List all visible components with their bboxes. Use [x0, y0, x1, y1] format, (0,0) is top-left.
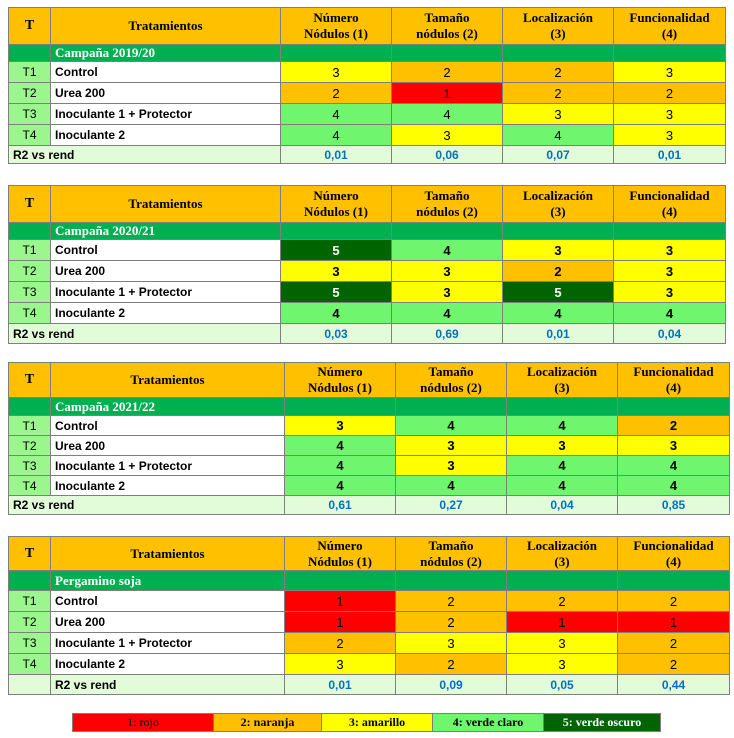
- treatment-id: T4: [9, 303, 51, 324]
- treatment-id: T4: [9, 125, 51, 146]
- campaign-spacer: [9, 398, 51, 416]
- score-funcionalidad: 3: [614, 104, 726, 125]
- legend-row: [73, 714, 661, 732]
- treatment-name: Inoculante 1 + Protector: [51, 104, 281, 125]
- header-line-2: (3): [554, 553, 570, 569]
- score-tamano-nodulos: 2: [396, 654, 507, 675]
- campaign-spacer: [9, 223, 51, 240]
- header-line-1: Localización: [526, 537, 598, 553]
- table-row: [9, 416, 730, 436]
- score-funcionalidad: 3: [614, 261, 726, 282]
- campaign-cell: [507, 398, 618, 416]
- campaign-cell: [503, 45, 614, 62]
- r2-funcionalidad: 0,44: [618, 675, 730, 695]
- header-line-1: Funcionalidad: [633, 537, 714, 553]
- treatment-name: Urea 200: [51, 83, 281, 104]
- treatment-id: T2: [9, 261, 51, 282]
- score-numero-nodulos: 2: [285, 633, 396, 654]
- score-localizacion: 2: [503, 83, 614, 104]
- treatment-id: T2: [9, 612, 51, 633]
- header-line-1: Tamaño: [428, 537, 474, 553]
- r2-row: [9, 146, 726, 164]
- header-row: [9, 537, 730, 571]
- score-numero-nodulos: 4: [281, 125, 392, 146]
- r2-row: [9, 324, 726, 344]
- score-numero-nodulos: 3: [281, 261, 392, 282]
- campaign-cell: [503, 223, 614, 240]
- header-row: [9, 8, 726, 45]
- score-tamano-nodulos: 3: [392, 125, 503, 146]
- score-tamano-nodulos: 2: [396, 591, 507, 612]
- header-localizacion: [507, 537, 618, 571]
- treatment-id: T3: [9, 633, 51, 654]
- header-line-1: Número: [317, 537, 363, 553]
- header-line-2: (4): [665, 380, 682, 395]
- campaign-cell: [396, 571, 507, 591]
- score-numero-nodulos: 1: [285, 591, 396, 612]
- campaign-cell: [396, 398, 507, 416]
- r2-spacer: [9, 675, 51, 695]
- header-line-2: (3): [554, 380, 570, 395]
- legend-item: 1: rojo: [73, 714, 214, 732]
- table-row: [9, 83, 726, 104]
- campaign-row: [9, 571, 730, 591]
- header-funcionalidad: [614, 186, 726, 223]
- treatment-name: Urea 200: [51, 612, 285, 633]
- header-line-2: Nódulos (1): [304, 204, 368, 219]
- header-tamano-nodulos: [392, 186, 503, 223]
- score-tamano-nodulos: 4: [392, 303, 503, 324]
- color-legend: [72, 713, 661, 732]
- r2-localizacion: 0,07: [503, 146, 614, 164]
- header-t: T: [9, 186, 51, 223]
- score-numero-nodulos: 3: [285, 654, 396, 675]
- score-funcionalidad: 3: [618, 436, 730, 456]
- score-tamano-nodulos: 4: [396, 476, 507, 496]
- table-row: [9, 456, 730, 476]
- score-numero-nodulos: 5: [281, 240, 392, 261]
- header-line-2: Nódulos (1): [308, 553, 372, 569]
- score-localizacion: 3: [503, 104, 614, 125]
- pergamino-soja-table: [8, 536, 730, 695]
- campaign-cell: [285, 398, 396, 416]
- campaign-cell: [618, 398, 730, 416]
- score-numero-nodulos: 1: [285, 612, 396, 633]
- treatment-id: T1: [9, 416, 51, 436]
- campaign-cell: [281, 45, 392, 62]
- header-line-1: Tamaño: [424, 188, 470, 203]
- header-funcionalidad: [618, 537, 730, 571]
- treatment-id: T3: [9, 456, 51, 476]
- score-numero-nodulos: 3: [285, 416, 396, 436]
- score-tamano-nodulos: 1: [392, 83, 503, 104]
- r2-numero-nodulos: 0,01: [281, 146, 392, 164]
- header-row: [9, 363, 730, 398]
- treatment-id: T3: [9, 282, 51, 303]
- header-line-2: Nódulos (1): [304, 26, 368, 41]
- table-row: [9, 240, 726, 261]
- header-line-1: Tamaño: [424, 10, 470, 25]
- campaign-label: Campaña 2019/20: [51, 45, 281, 62]
- treatment-name: Control: [51, 591, 285, 612]
- score-localizacion: 2: [507, 591, 618, 612]
- table-row: [9, 436, 730, 456]
- treatment-name: Inoculante 1 + Protector: [51, 456, 285, 476]
- treatment-id: T2: [9, 83, 51, 104]
- header-treatments: Tratamientos: [51, 363, 285, 398]
- treatment-name: Inoculante 2: [51, 654, 285, 675]
- header-line-1: Funcionalidad: [633, 364, 714, 379]
- r2-numero-nodulos: 0,61: [285, 496, 396, 515]
- r2-tamano-nodulos: 0,69: [392, 324, 503, 344]
- score-localizacion: 3: [507, 436, 618, 456]
- r2-localizacion: 0,05: [507, 675, 618, 695]
- score-localizacion: 4: [507, 476, 618, 496]
- campaign-spacer: [9, 45, 51, 62]
- header-line-1: Localización: [526, 364, 598, 379]
- campaign-cell: [392, 223, 503, 240]
- score-funcionalidad: 2: [618, 591, 730, 612]
- score-tamano-nodulos: 3: [396, 436, 507, 456]
- header-localizacion: [507, 363, 618, 398]
- treatment-id: T4: [9, 654, 51, 675]
- header-line-1: Número: [317, 364, 363, 379]
- table-row: [9, 261, 726, 282]
- header-line-1: Funcionalidad: [629, 188, 710, 203]
- score-localizacion: 4: [503, 303, 614, 324]
- header-t: T: [9, 363, 51, 398]
- campaign-row: [9, 398, 730, 416]
- score-tamano-nodulos: 4: [392, 240, 503, 261]
- campaign-label: Campaña 2020/21: [51, 223, 281, 240]
- treatment-name: Inoculante 2: [51, 476, 285, 496]
- campaign-2021-22-table: [8, 362, 730, 515]
- score-localizacion: 2: [503, 261, 614, 282]
- r2-label: R2 vs rend: [51, 675, 285, 695]
- header-treatments: Tratamientos: [51, 186, 281, 223]
- score-numero-nodulos: 4: [281, 303, 392, 324]
- campaign-row: [9, 223, 726, 240]
- header-line-2: (3): [550, 26, 566, 41]
- campaign-label: Pergamino soja: [51, 571, 285, 591]
- legend-item: 2: naranja: [214, 714, 322, 732]
- r2-label: R2 vs rend: [9, 496, 285, 515]
- score-localizacion: 3: [503, 240, 614, 261]
- header-numero-nodulos: [285, 363, 396, 398]
- score-numero-nodulos: 2: [281, 83, 392, 104]
- score-localizacion: 5: [503, 282, 614, 303]
- legend-item: 5: verde oscuro: [544, 714, 661, 732]
- r2-localizacion: 0,04: [507, 496, 618, 515]
- score-localizacion: 1: [507, 612, 618, 633]
- header-numero-nodulos: [281, 186, 392, 223]
- score-tamano-nodulos: 2: [396, 612, 507, 633]
- r2-label: R2 vs rend: [9, 146, 281, 164]
- r2-tamano-nodulos: 0,09: [396, 675, 507, 695]
- score-funcionalidad: 2: [618, 633, 730, 654]
- table-row: [9, 476, 730, 496]
- score-tamano-nodulos: 4: [392, 104, 503, 125]
- score-tamano-nodulos: 3: [396, 456, 507, 476]
- header-line-1: Localización: [522, 188, 594, 203]
- legend-item: 3: amarillo: [322, 714, 433, 732]
- legend-item: 4: verde claro: [433, 714, 544, 732]
- score-funcionalidad: 3: [614, 240, 726, 261]
- table-row: [9, 125, 726, 146]
- treatment-name: Inoculante 1 + Protector: [51, 633, 285, 654]
- r2-tamano-nodulos: 0,27: [396, 496, 507, 515]
- score-funcionalidad: 4: [618, 456, 730, 476]
- score-funcionalidad: 3: [614, 62, 726, 83]
- campaign-cell: [507, 571, 618, 591]
- header-tamano-nodulos: [392, 8, 503, 45]
- table-row: [9, 282, 726, 303]
- campaign-cell: [614, 45, 726, 62]
- campaign-cell: [618, 571, 730, 591]
- r2-row: [9, 675, 730, 695]
- campaign-cell: [285, 571, 396, 591]
- r2-numero-nodulos: 0,03: [281, 324, 392, 344]
- score-localizacion: 4: [507, 456, 618, 476]
- treatment-id: T4: [9, 476, 51, 496]
- score-tamano-nodulos: 2: [392, 62, 503, 83]
- r2-localizacion: 0,01: [503, 324, 614, 344]
- score-funcionalidad: 4: [614, 303, 726, 324]
- header-localizacion: [503, 8, 614, 45]
- treatment-id: T1: [9, 62, 51, 83]
- treatment-name: Urea 200: [51, 436, 285, 456]
- score-tamano-nodulos: 4: [396, 416, 507, 436]
- campaign-cell: [281, 223, 392, 240]
- r2-funcionalidad: 0,04: [614, 324, 726, 344]
- score-numero-nodulos: 4: [281, 104, 392, 125]
- table-row: [9, 591, 730, 612]
- score-localizacion: 3: [507, 633, 618, 654]
- score-numero-nodulos: 4: [285, 476, 396, 496]
- treatment-id: T3: [9, 104, 51, 125]
- campaign-2019-20-table: [8, 7, 726, 164]
- header-line-1: Número: [313, 10, 359, 25]
- header-t: T: [9, 537, 51, 571]
- treatment-name: Urea 200: [51, 261, 281, 282]
- table-row: [9, 62, 726, 83]
- score-funcionalidad: 1: [618, 612, 730, 633]
- table-row: [9, 104, 726, 125]
- treatment-name: Control: [51, 240, 281, 261]
- score-numero-nodulos: 3: [281, 62, 392, 83]
- header-funcionalidad: [614, 8, 726, 45]
- header-line-2: (4): [665, 553, 682, 569]
- r2-tamano-nodulos: 0,06: [392, 146, 503, 164]
- campaign-label: Campaña 2021/22: [51, 398, 285, 416]
- campaign-cell: [392, 45, 503, 62]
- campaign-spacer: [9, 571, 51, 591]
- treatment-name: Inoculante 1 + Protector: [51, 282, 281, 303]
- r2-row: [9, 496, 730, 515]
- header-line-2: nódulos (2): [420, 380, 482, 395]
- header-numero-nodulos: [281, 8, 392, 45]
- header-line-2: (3): [550, 204, 566, 219]
- score-funcionalidad: 3: [614, 282, 726, 303]
- score-numero-nodulos: 5: [281, 282, 392, 303]
- header-line-2: (4): [661, 26, 678, 41]
- header-line-2: nódulos (2): [420, 553, 482, 569]
- table-row: [9, 654, 730, 675]
- score-numero-nodulos: 4: [285, 456, 396, 476]
- header-line-1: Localización: [522, 10, 594, 25]
- score-tamano-nodulos: 3: [392, 282, 503, 303]
- r2-numero-nodulos: 0,01: [285, 675, 396, 695]
- campaign-row: [9, 45, 726, 62]
- treatment-id: T1: [9, 240, 51, 261]
- score-tamano-nodulos: 3: [392, 261, 503, 282]
- score-localizacion: 4: [507, 416, 618, 436]
- treatment-name: Control: [51, 416, 285, 436]
- r2-funcionalidad: 0,85: [618, 496, 730, 515]
- score-funcionalidad: 2: [618, 654, 730, 675]
- score-numero-nodulos: 4: [285, 436, 396, 456]
- header-line-2: (4): [661, 204, 678, 219]
- header-funcionalidad: [618, 363, 730, 398]
- campaign-cell: [614, 223, 726, 240]
- header-line-1: Tamaño: [428, 364, 474, 379]
- header-line-2: nódulos (2): [416, 26, 478, 41]
- score-tamano-nodulos: 3: [396, 633, 507, 654]
- header-numero-nodulos: [285, 537, 396, 571]
- treatment-name: Inoculante 2: [51, 125, 281, 146]
- table-row: [9, 303, 726, 324]
- score-funcionalidad: 2: [614, 83, 726, 104]
- campaign-2020-21-table: [8, 185, 726, 344]
- table-row: [9, 633, 730, 654]
- treatment-id: T2: [9, 436, 51, 456]
- score-localizacion: 2: [503, 62, 614, 83]
- score-funcionalidad: 4: [618, 476, 730, 496]
- header-treatments: Tratamientos: [51, 537, 285, 571]
- header-line-2: nódulos (2): [416, 204, 478, 219]
- score-localizacion: 4: [503, 125, 614, 146]
- header-localizacion: [503, 186, 614, 223]
- header-line-2: Nódulos (1): [308, 380, 372, 395]
- header-line-1: Funcionalidad: [629, 10, 710, 25]
- score-funcionalidad: 2: [618, 416, 730, 436]
- treatment-name: Inoculante 2: [51, 303, 281, 324]
- header-tamano-nodulos: [396, 537, 507, 571]
- r2-funcionalidad: 0,01: [614, 146, 726, 164]
- score-localizacion: 3: [507, 654, 618, 675]
- r2-label: R2 vs rend: [9, 324, 281, 344]
- score-funcionalidad: 3: [614, 125, 726, 146]
- header-treatments: Tratamientos: [51, 8, 281, 45]
- table-row: [9, 612, 730, 633]
- treatment-id: T1: [9, 591, 51, 612]
- header-row: [9, 186, 726, 223]
- header-tamano-nodulos: [396, 363, 507, 398]
- header-line-1: Número: [313, 188, 359, 203]
- treatment-name: Control: [51, 62, 281, 83]
- header-t: T: [9, 8, 51, 45]
